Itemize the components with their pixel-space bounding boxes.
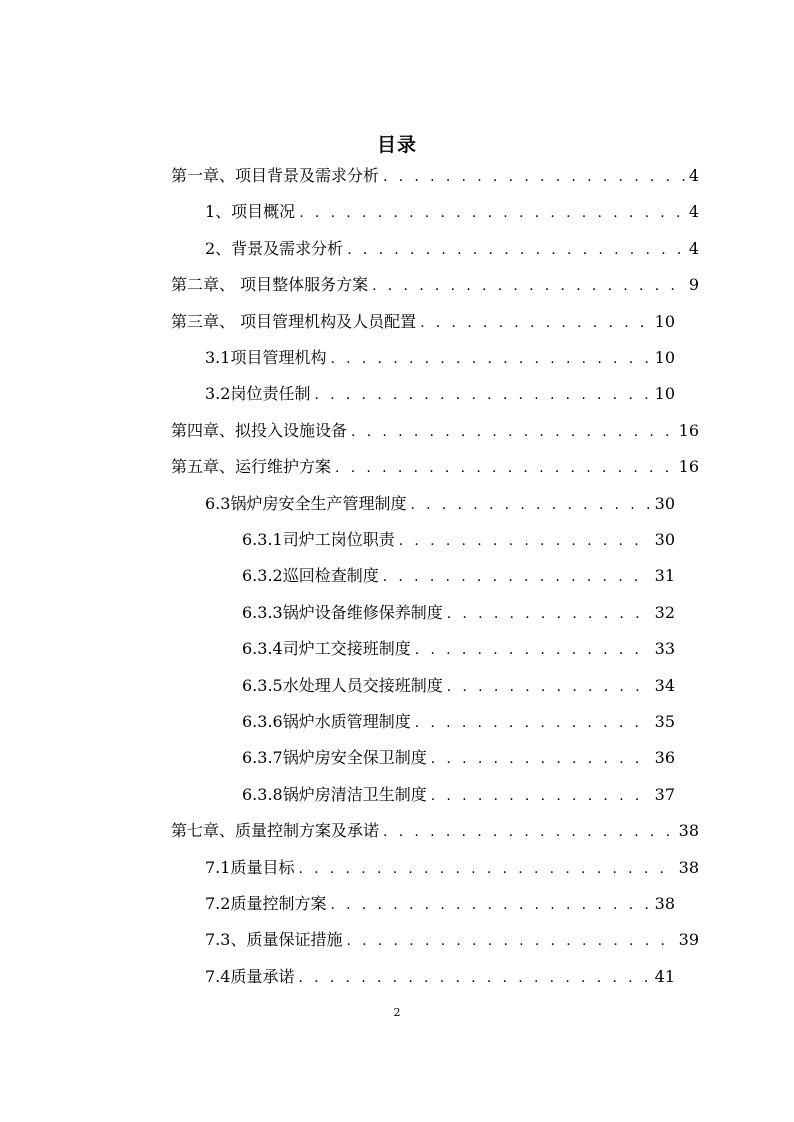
dot-leader <box>346 928 674 954</box>
toc-entry-text: 7.2质量控制方案 <box>205 894 327 913</box>
dot-leader <box>330 892 650 918</box>
toc-page-number: 10 <box>654 384 675 404</box>
dot-leader <box>399 528 651 554</box>
toc-entry-text: 第一章、项目背景及需求分析 <box>171 166 380 185</box>
toc-page-number: 37 <box>654 784 675 804</box>
toc-entry-text: 6.3.3锅炉设备维修保养制度 <box>242 602 443 622</box>
dot-leader <box>415 710 651 736</box>
toc-entry-text: 6.3.6锅炉水质管理制度 <box>242 712 411 731</box>
toc-entry-text: 第五章、运行维护方案 <box>171 457 332 477</box>
toc-entry-text: 7.4质量承诺 <box>205 966 295 986</box>
toc-entry[interactable] <box>242 709 699 735</box>
dot-leader <box>372 273 685 299</box>
toc-page-number: 38 <box>678 821 699 841</box>
toc-page-number: 4 <box>688 202 699 222</box>
dot-leader <box>431 746 651 772</box>
toc-entry[interactable] <box>205 927 699 953</box>
dot-leader <box>383 564 651 590</box>
toc-entry[interactable] <box>205 491 699 517</box>
page-number: 2 <box>393 1006 401 1019</box>
toc-entry-text: 6.3.4司炉工交接班制度 <box>242 639 411 659</box>
toc-entry-text: 第四章、拟投入设施设备 <box>171 420 348 440</box>
toc-entry[interactable] <box>205 345 699 371</box>
toc-page-number: 16 <box>678 420 699 440</box>
dot-leader <box>347 237 685 263</box>
toc-entry[interactable] <box>171 163 699 189</box>
dot-leader <box>420 310 651 336</box>
toc-entry-text: 3.2岗位责任制 <box>205 384 311 404</box>
toc-page-number: 4 <box>688 238 699 258</box>
toc-entry[interactable] <box>242 600 699 626</box>
toc-entry-text: 第七章、质量控制方案及承诺 <box>171 821 380 841</box>
toc-page-number: 10 <box>654 348 675 367</box>
dot-leader <box>335 455 675 481</box>
toc-page-number: 33 <box>654 639 675 659</box>
toc-entry-text: 6.3锅炉房安全生产管理制度 <box>205 493 407 513</box>
toc-entry[interactable] <box>205 199 699 225</box>
toc-entry[interactable] <box>242 745 699 771</box>
toc-page-number: 38 <box>678 857 699 877</box>
toc-page-number: 31 <box>654 566 675 586</box>
toc-entry[interactable] <box>205 381 699 407</box>
toc-entry-text: 6.3.8锅炉房清洁卫生制度 <box>242 784 427 804</box>
toc-page-number: 35 <box>654 712 675 731</box>
dot-leader <box>314 382 650 408</box>
toc-entry-text: 6.3.1司炉工岗位职责 <box>242 530 395 549</box>
toc-page-number: 30 <box>654 530 675 549</box>
toc-entry-text: 3.1项目管理机构 <box>205 348 327 367</box>
toc-page-number: 9 <box>688 275 699 295</box>
dot-leader <box>299 200 685 226</box>
toc-entry[interactable] <box>242 527 699 553</box>
toc-page-number: 16 <box>678 457 699 477</box>
toc-page-number: 30 <box>654 493 675 513</box>
toc-entry[interactable] <box>171 454 699 480</box>
toc-entry[interactable] <box>205 855 699 881</box>
toc-page-number: 32 <box>654 602 675 622</box>
toc-title: 目录 <box>376 134 417 156</box>
toc-entry[interactable] <box>171 818 699 844</box>
toc-entry-text: 2、背景及需求分析 <box>205 238 344 258</box>
dot-leader <box>298 856 674 882</box>
toc-page-number: 4 <box>688 166 699 185</box>
toc-page-number: 39 <box>678 930 699 950</box>
toc-entry-text: 7.1质量目标 <box>205 857 295 877</box>
toc-page-number: 41 <box>654 966 675 986</box>
toc-entry-text: 6.3.7锅炉房安全保卫制度 <box>242 748 427 768</box>
toc-page-number: 36 <box>654 748 675 768</box>
toc-entry[interactable] <box>242 636 699 662</box>
toc-entry-text: 第三章、 项目管理机构及人员配置 <box>171 311 417 331</box>
toc-entry-text: 6.3.2巡回检查制度 <box>242 566 379 586</box>
toc-entry-text: 第二章、 项目整体服务方案 <box>171 275 369 295</box>
dot-leader <box>447 601 651 627</box>
toc-entry-text: 7.3、质量保证措施 <box>205 930 343 950</box>
dot-leader <box>410 492 650 518</box>
dot-leader <box>351 419 675 445</box>
toc-entry[interactable] <box>171 309 699 335</box>
dot-leader <box>431 783 651 809</box>
toc-page-number: 10 <box>654 311 675 331</box>
dot-leader <box>415 637 651 663</box>
toc-entry[interactable] <box>205 891 699 917</box>
toc-entry[interactable] <box>205 236 699 262</box>
toc-entry-text: 6.3.5水处理人员交接班制度 <box>242 675 443 695</box>
toc-entry[interactable] <box>242 673 699 699</box>
toc-entry[interactable] <box>171 418 699 444</box>
toc-entry[interactable] <box>171 272 699 298</box>
toc-entry-text: 1、项目概况 <box>205 202 296 222</box>
dot-leader <box>298 965 650 991</box>
dot-leader <box>383 164 685 190</box>
toc-page-number: 34 <box>654 675 675 695</box>
dot-leader <box>447 674 651 700</box>
toc-entry[interactable] <box>242 782 699 808</box>
toc-entry[interactable] <box>242 563 699 589</box>
toc-page-number: 38 <box>654 894 675 913</box>
dot-leader <box>383 819 675 845</box>
dot-leader <box>330 346 650 372</box>
toc-entry[interactable] <box>205 964 699 990</box>
